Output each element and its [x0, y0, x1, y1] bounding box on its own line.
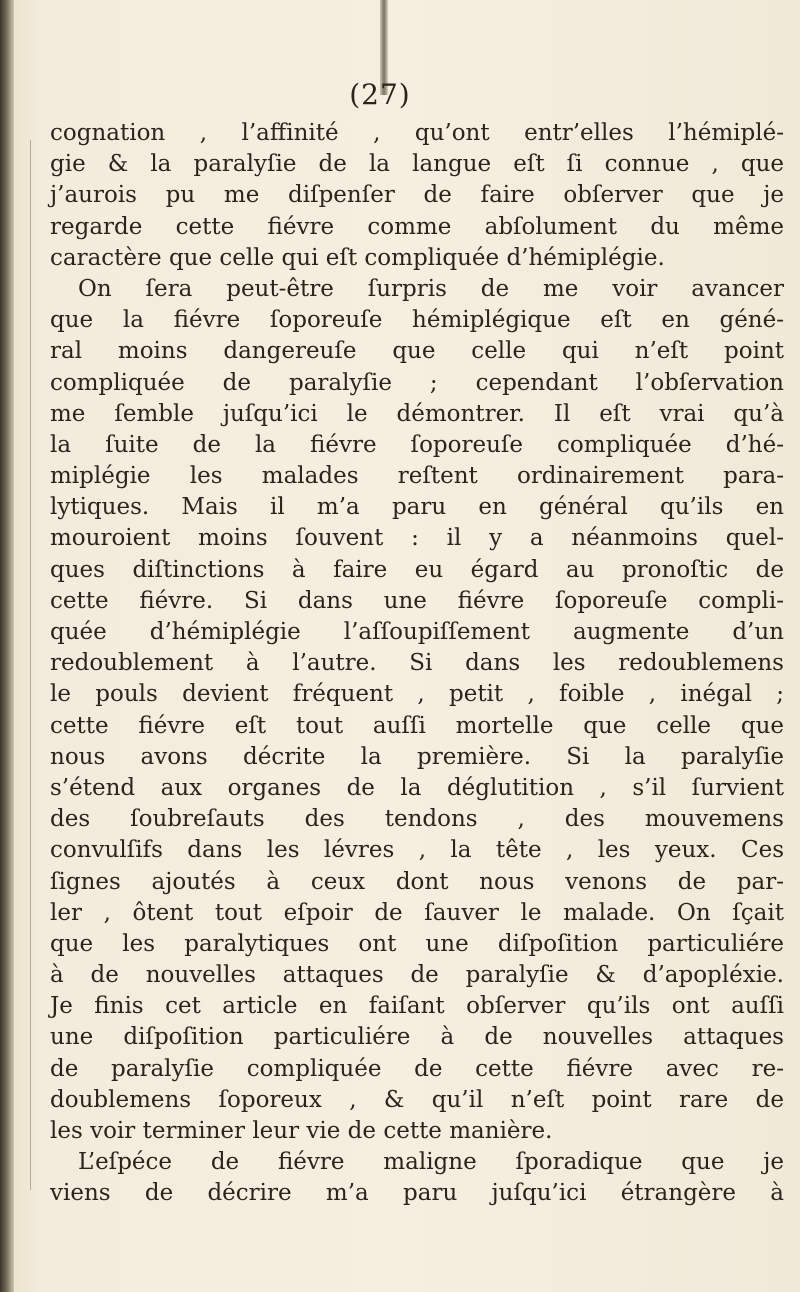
- text-line: à de nouvelles attaques de paralyſie & d’apopléxie.: [50, 962, 784, 989]
- text-line: cette fiévre. Si dans une fiévre ſoporeuſe compli-: [50, 587, 784, 614]
- text-line: convulſifs dans les lévres , la tête , les yeux. Ces: [50, 837, 784, 864]
- text-line: s’étend aux organes de la déglutition , s’il ſurvient: [50, 774, 784, 801]
- text-line: regarde cette fiévre comme abſolument du même: [50, 213, 784, 240]
- text-line: la ſuite de la fiévre ſoporeuſe compliquée d’hé-: [50, 431, 784, 458]
- text-line: me ſemble juſqu’ici le démontrer. Il eſt vrai qu’à: [50, 400, 784, 427]
- text-line: j’aurois pu me diſpenſer de faire obſerver que je: [50, 182, 784, 209]
- text-line: ſignes ajoutés à ceux dont nous venons de par-: [50, 868, 784, 895]
- text-line: des ſoubreſauts des tendons , des mouvemens: [50, 806, 784, 833]
- text-line: les voir terminer leur vie de cette manière.: [50, 1118, 553, 1144]
- text-line: le pouls devient fréquent , petit , foible , inégal ;: [50, 681, 784, 708]
- text-line: quée d’hémiplégie l’aſſoupiſſement augmente d’un: [50, 619, 784, 645]
- text-line: redoublement à l’autre. Si dans les redoublemens: [50, 650, 784, 677]
- text-line: ques diſtinctions à faire eu égard au pronoſtic de: [50, 556, 784, 583]
- text-line: viens de décrire m’a paru juſqu’ici étrangère à: [50, 1180, 784, 1207]
- body-text: [50, 118, 784, 1210]
- binding-line: [30, 140, 31, 1190]
- page-gutter: [0, 0, 14, 1292]
- page-number: [0, 78, 800, 111]
- text-line: cette fiévre eſt tout auſſi mortelle que celle que: [50, 712, 784, 739]
- text-line: nous avons décrite la première. Si la paralyſie: [50, 743, 784, 770]
- text-line: lytiques. Mais il m’a paru en général qu’ils en: [50, 494, 784, 521]
- text-line: une diſpoſition particuliére à de nouvelles attaques: [50, 1024, 784, 1051]
- text-line: que la fiévre ſoporeuſe hémiplégique eſt en géné-: [50, 307, 784, 334]
- text-line: cognation , l’affinité , qu’ont entr’elles l’hémiplé-: [50, 120, 784, 146]
- text-line: ral moins dangereuſe que celle qui n’eſt point: [50, 338, 784, 365]
- text-line: miplégie les malades reſtent ordinairement para-: [50, 463, 784, 490]
- text-line: ler , ôtent tout eſpoir de ſauver le malade. On ſçait: [50, 899, 784, 926]
- text-line: gie & la paralyſie de la langue eſt ſi connue , que: [50, 151, 784, 178]
- text-line: doublemens ſoporeux , & qu’il n’eſt point rare de: [50, 1086, 784, 1113]
- text-line: de paralyſie compliquée de cette fiévre avec re-: [50, 1055, 784, 1082]
- text-line: compliquée de paralyſie ; cependant l’obſervation: [50, 369, 784, 396]
- text-line: caractère que celle qui eſt compliquée d’hémiplégie.: [50, 244, 665, 271]
- text-line: On ſera peut-être ſurpris de me voir avancer: [78, 275, 784, 302]
- text-line: mouroient moins ſouvent : il y a néanmoins quel-: [50, 525, 784, 552]
- text-line: que les paralytiques ont une diſpoſition particuliére: [50, 930, 784, 957]
- text-line: L’eſpéce de fiévre maligne ſporadique que je: [78, 1149, 784, 1176]
- text-line: Je finis cet article en faiſant obſerver qu’ils ont auſſi: [50, 993, 784, 1020]
- page-number-text: (27): [349, 78, 411, 111]
